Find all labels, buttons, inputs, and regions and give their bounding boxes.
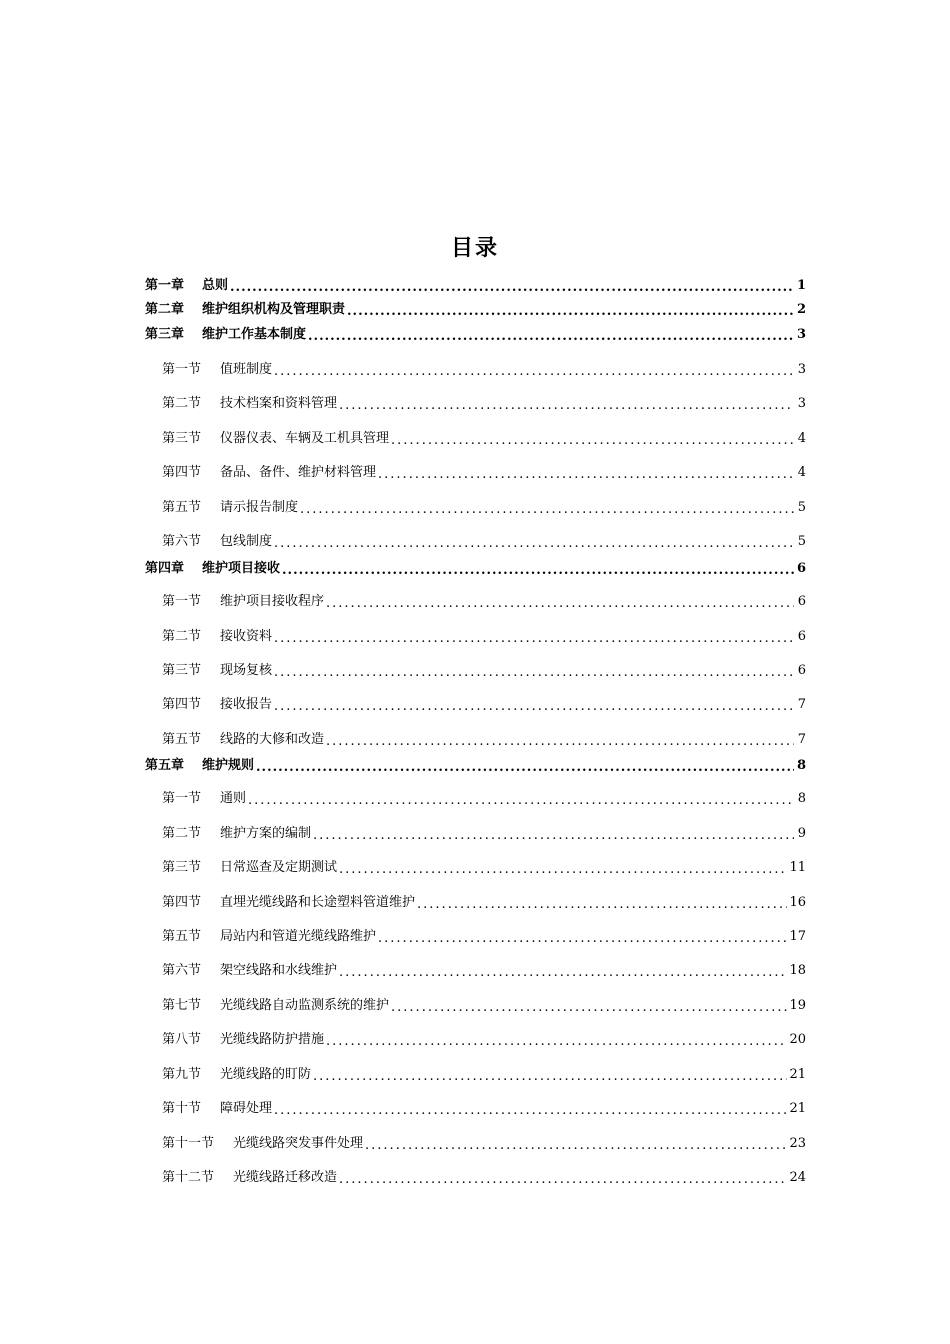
toc-entry-title: 维护规则 — [202, 758, 255, 773]
toc-entry-page-number: 8 — [797, 791, 806, 806]
toc-section-entry[interactable] — [162, 393, 806, 415]
toc-entry-title: 值班制度 — [220, 362, 273, 377]
toc-entry-page-number: 3 — [797, 396, 806, 411]
toc-entry-title: 维护工作基本制度 — [202, 327, 307, 342]
toc-entry-title: 维护项目接收程序 — [220, 594, 325, 609]
toc-dot-leader — [274, 698, 794, 716]
toc-section-entry[interactable] — [162, 626, 806, 648]
toc-entry-page-number: 2 — [796, 302, 806, 317]
toc-dot-leader — [339, 1171, 787, 1189]
toc-section-entry[interactable] — [162, 1098, 806, 1120]
toc-entry-page-number: 21 — [789, 1101, 806, 1116]
toc-dot-leader — [308, 328, 794, 346]
toc-section-entry[interactable] — [162, 995, 806, 1017]
toc-entry-title: 光缆线路防护措施 — [220, 1032, 325, 1047]
toc-section-entry[interactable] — [162, 892, 806, 914]
toc-entry-number: 第三章 — [145, 327, 185, 342]
toc-dot-leader — [313, 827, 794, 845]
toc-entry-number: 第二节 — [162, 396, 202, 411]
toc-entry-number: 第五节 — [162, 929, 202, 944]
toc-entry-title: 架空线路和水线维护 — [220, 963, 338, 978]
toc-entry-title: 障碍处理 — [220, 1101, 273, 1116]
toc-chapter-entry[interactable] — [145, 324, 806, 346]
toc-section-entry[interactable] — [162, 1167, 806, 1189]
toc-entry-page-number: 17 — [789, 929, 806, 944]
toc-chapter-entry[interactable] — [145, 275, 806, 297]
toc-entry-page-number: 7 — [797, 732, 806, 747]
toc-dot-leader — [248, 792, 794, 810]
toc-entry-page-number: 11 — [789, 860, 806, 875]
toc-dot-leader — [391, 999, 787, 1017]
toc-section-entry[interactable] — [162, 531, 806, 553]
toc-entry-title: 现场复核 — [220, 663, 273, 678]
toc-dot-leader — [282, 562, 794, 580]
toc-entry-title: 光缆线路自动监测系统的维护 — [220, 998, 390, 1013]
toc-title: 目录 — [450, 235, 499, 261]
toc-section-entry[interactable] — [162, 788, 806, 810]
toc-section-entry[interactable] — [162, 823, 806, 845]
toc-entry-title: 维护方案的编制 — [220, 826, 312, 841]
toc-entry-title: 直埋光缆线路和长途塑料管道维护 — [220, 895, 416, 910]
toc-entry-title: 日常巡查及定期测试 — [220, 860, 338, 875]
toc-entry-number: 第四章 — [145, 561, 185, 576]
toc-entry-page-number: 6 — [797, 629, 806, 644]
toc-entry-title: 接收资料 — [220, 629, 273, 644]
toc-entry-title: 通则 — [220, 791, 247, 806]
toc-entry-page-number: 21 — [789, 1067, 806, 1082]
toc-entry-number: 第一章 — [145, 278, 185, 293]
toc-entry-page-number: 5 — [797, 534, 806, 549]
toc-entry-page-number: 23 — [789, 1136, 806, 1151]
toc-section-entry[interactable] — [162, 926, 806, 948]
toc-dot-leader — [274, 363, 794, 381]
toc-entry-page-number: 4 — [797, 465, 806, 480]
toc-dot-leader — [339, 861, 787, 879]
toc-entry-number: 第一节 — [162, 362, 202, 377]
toc-entry-title: 技术档案和资料管理 — [220, 396, 338, 411]
toc-section-entry[interactable] — [162, 462, 806, 484]
toc-chapter-entry[interactable] — [145, 299, 806, 321]
toc-dot-leader — [300, 501, 794, 519]
toc-entry-title: 包线制度 — [220, 534, 273, 549]
toc-entry-number: 第五节 — [162, 732, 202, 747]
toc-entry-title: 维护项目接收 — [202, 561, 281, 576]
toc-dot-leader — [326, 1033, 787, 1051]
toc-section-entry[interactable] — [162, 591, 806, 613]
toc-section-entry[interactable] — [162, 694, 806, 716]
toc-entry-title: 请示报告制度 — [220, 500, 299, 515]
toc-dot-leader — [274, 630, 794, 648]
toc-entry-number: 第二章 — [145, 302, 185, 317]
toc-entry-page-number: 5 — [797, 500, 806, 515]
toc-dot-leader — [256, 759, 794, 777]
toc-entry-page-number: 19 — [789, 998, 806, 1013]
toc-dot-leader — [230, 279, 794, 297]
toc-entry-page-number: 20 — [789, 1032, 806, 1047]
toc-chapter-entry[interactable] — [145, 558, 806, 580]
toc-entry-number: 第九节 — [162, 1067, 202, 1082]
toc-dot-leader — [313, 1068, 787, 1086]
toc-entry-number: 第四节 — [162, 697, 202, 712]
toc-entry-number: 第五节 — [162, 500, 202, 515]
toc-section-entry[interactable] — [162, 660, 806, 682]
toc-entry-page-number: 3 — [797, 362, 806, 377]
toc-entry-page-number: 18 — [789, 963, 806, 978]
toc-entry-number: 第六节 — [162, 534, 202, 549]
toc-dot-leader — [378, 930, 787, 948]
toc-entry-page-number: 16 — [789, 895, 806, 910]
toc-entry-title: 接收报告 — [220, 697, 273, 712]
toc-entry-number: 第二节 — [162, 629, 202, 644]
toc-entry-page-number: 6 — [797, 663, 806, 678]
toc-entry-number: 第十一节 — [162, 1136, 215, 1151]
toc-section-entry[interactable] — [162, 729, 806, 751]
toc-entry-page-number: 7 — [797, 697, 806, 712]
toc-entry-title: 光缆线路迁移改造 — [233, 1170, 338, 1185]
toc-entry-number: 第五章 — [145, 758, 185, 773]
toc-entry-page-number: 8 — [796, 758, 806, 773]
toc-entry-number: 第四节 — [162, 465, 202, 480]
toc-section-entry[interactable] — [162, 960, 806, 982]
toc-section-entry[interactable] — [162, 359, 806, 381]
toc-dot-leader — [417, 896, 787, 914]
toc-section-entry[interactable] — [162, 1133, 806, 1155]
toc-section-entry[interactable] — [162, 1064, 806, 1086]
toc-entry-page-number: 9 — [797, 826, 806, 841]
toc-entry-page-number: 6 — [797, 594, 806, 609]
toc-entry-number: 第三节 — [162, 431, 202, 446]
toc-entry-number: 第七节 — [162, 998, 202, 1013]
toc-entry-number: 第八节 — [162, 1032, 202, 1047]
toc-entry-number: 第一节 — [162, 594, 202, 609]
toc-dot-leader — [326, 595, 794, 613]
toc-entry-number: 第三节 — [162, 860, 202, 875]
toc-dot-leader — [339, 964, 787, 982]
toc-dot-leader — [274, 535, 794, 553]
toc-entry-number: 第十二节 — [162, 1170, 215, 1185]
toc-section-entry[interactable] — [162, 428, 806, 450]
toc-entry-title: 光缆线路的盯防 — [220, 1067, 312, 1082]
toc-entry-title: 局站内和管道光缆线路维护 — [220, 929, 377, 944]
toc-chapter-entry[interactable] — [145, 755, 806, 777]
toc-entry-number: 第十节 — [162, 1101, 202, 1116]
toc-entry-title: 备品、备件、维护材料管理 — [220, 465, 377, 480]
toc-entry-page-number: 6 — [796, 561, 806, 576]
toc-entry-title: 总则 — [202, 278, 229, 293]
toc-dot-leader — [347, 303, 794, 321]
toc-section-entry[interactable] — [162, 857, 806, 879]
toc-dot-leader — [274, 664, 794, 682]
toc-dot-leader — [326, 733, 794, 751]
toc-entry-title: 仪器仪表、车辆及工机具管理 — [220, 431, 390, 446]
toc-entry-title: 维护组织机构及管理职责 — [202, 302, 346, 317]
toc-entry-page-number: 4 — [797, 431, 806, 446]
toc-dot-leader — [391, 432, 794, 450]
toc-dot-leader — [365, 1137, 787, 1155]
toc-entry-page-number: 3 — [796, 327, 806, 342]
toc-entry-number: 第六节 — [162, 963, 202, 978]
toc-entry-page-number: 1 — [796, 278, 806, 293]
toc-entry-title: 线路的大修和改造 — [220, 732, 325, 747]
toc-dot-leader — [378, 466, 794, 484]
toc-section-entry[interactable] — [162, 497, 806, 519]
toc-entry-number: 第四节 — [162, 895, 202, 910]
toc-section-entry[interactable] — [162, 1029, 806, 1051]
toc-entry-title: 光缆线路突发事件处理 — [233, 1136, 364, 1151]
toc-entry-number: 第三节 — [162, 663, 202, 678]
toc-entry-page-number: 24 — [789, 1170, 806, 1185]
toc-entry-number: 第二节 — [162, 826, 202, 841]
toc-dot-leader — [274, 1102, 787, 1120]
toc-dot-leader — [339, 397, 794, 415]
toc-entry-number: 第一节 — [162, 791, 202, 806]
